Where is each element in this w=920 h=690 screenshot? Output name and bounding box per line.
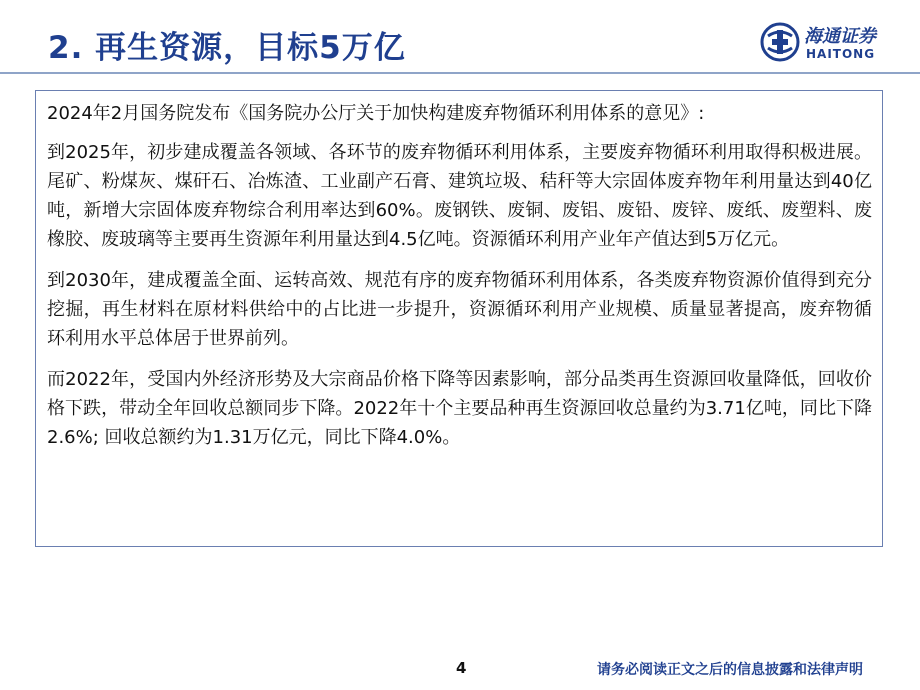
header-divider xyxy=(0,72,920,74)
slide-title: 2. 再生资源，目标5万亿 xyxy=(48,30,406,66)
haitong-logo xyxy=(760,18,900,66)
paragraph-2030-targets: 到2030年，建成覆盖全面、运转高效、规范有序的废弃物循环利用体系，各类废弃物资源价值得到充分挖掘，再生材料在原材料供给中的占比进一步提升，资源循环利用产业规模、质量显著提高，废弃物循环利用水平总体居于世界前列。 xyxy=(47,270,872,349)
logo-chinese-name: 海通证券 xyxy=(804,26,876,47)
footer-disclaimer: 请务必阅读正文之后的信息披露和法律声明 xyxy=(597,662,863,678)
haitong-logo-icon xyxy=(760,22,800,62)
logo-english-name: HAITONG xyxy=(806,47,876,61)
intro-paragraph: 2024年2月国务院发布《国务院办公厅关于加快构建废弃物循环利用体系的意见》: xyxy=(47,103,705,124)
content-box xyxy=(35,90,883,547)
paragraph-2025-targets: 到2025年，初步建成覆盖各领域、各环节的废弃物循环利用体系，主要废弃物循环利用取得积极进展。尾矿、粉煤灰、煤矸石、冶炼渣、工业副产石膏、建筑垃圾、秸秆等大宗固体废弃物年利用量达到40亿吨，新增大宗固体废弃物综合利用率达到60%。废钢铁、废铜、废铝、废铅、废锌、废纸、废塑料、废橡胶、废玻璃等主要再生资源年利用量达到4.5亿吨。资源循环利用产业年产值达到5万亿元。 xyxy=(47,142,872,250)
paragraph-2022-status: 而2022年，受国内外经济形势及大宗商品价格下降等因素影响，部分品类再生资源回收量降低，回收价格下跌，带动全年回收总额同步下降。2022年十个主要品种再生资源回收总量约为3.71亿吨，同比下降2.6%; 回收总额约为1.31万亿元，同比下降4.0%。 xyxy=(47,369,872,448)
page-number: 4 xyxy=(456,659,467,677)
